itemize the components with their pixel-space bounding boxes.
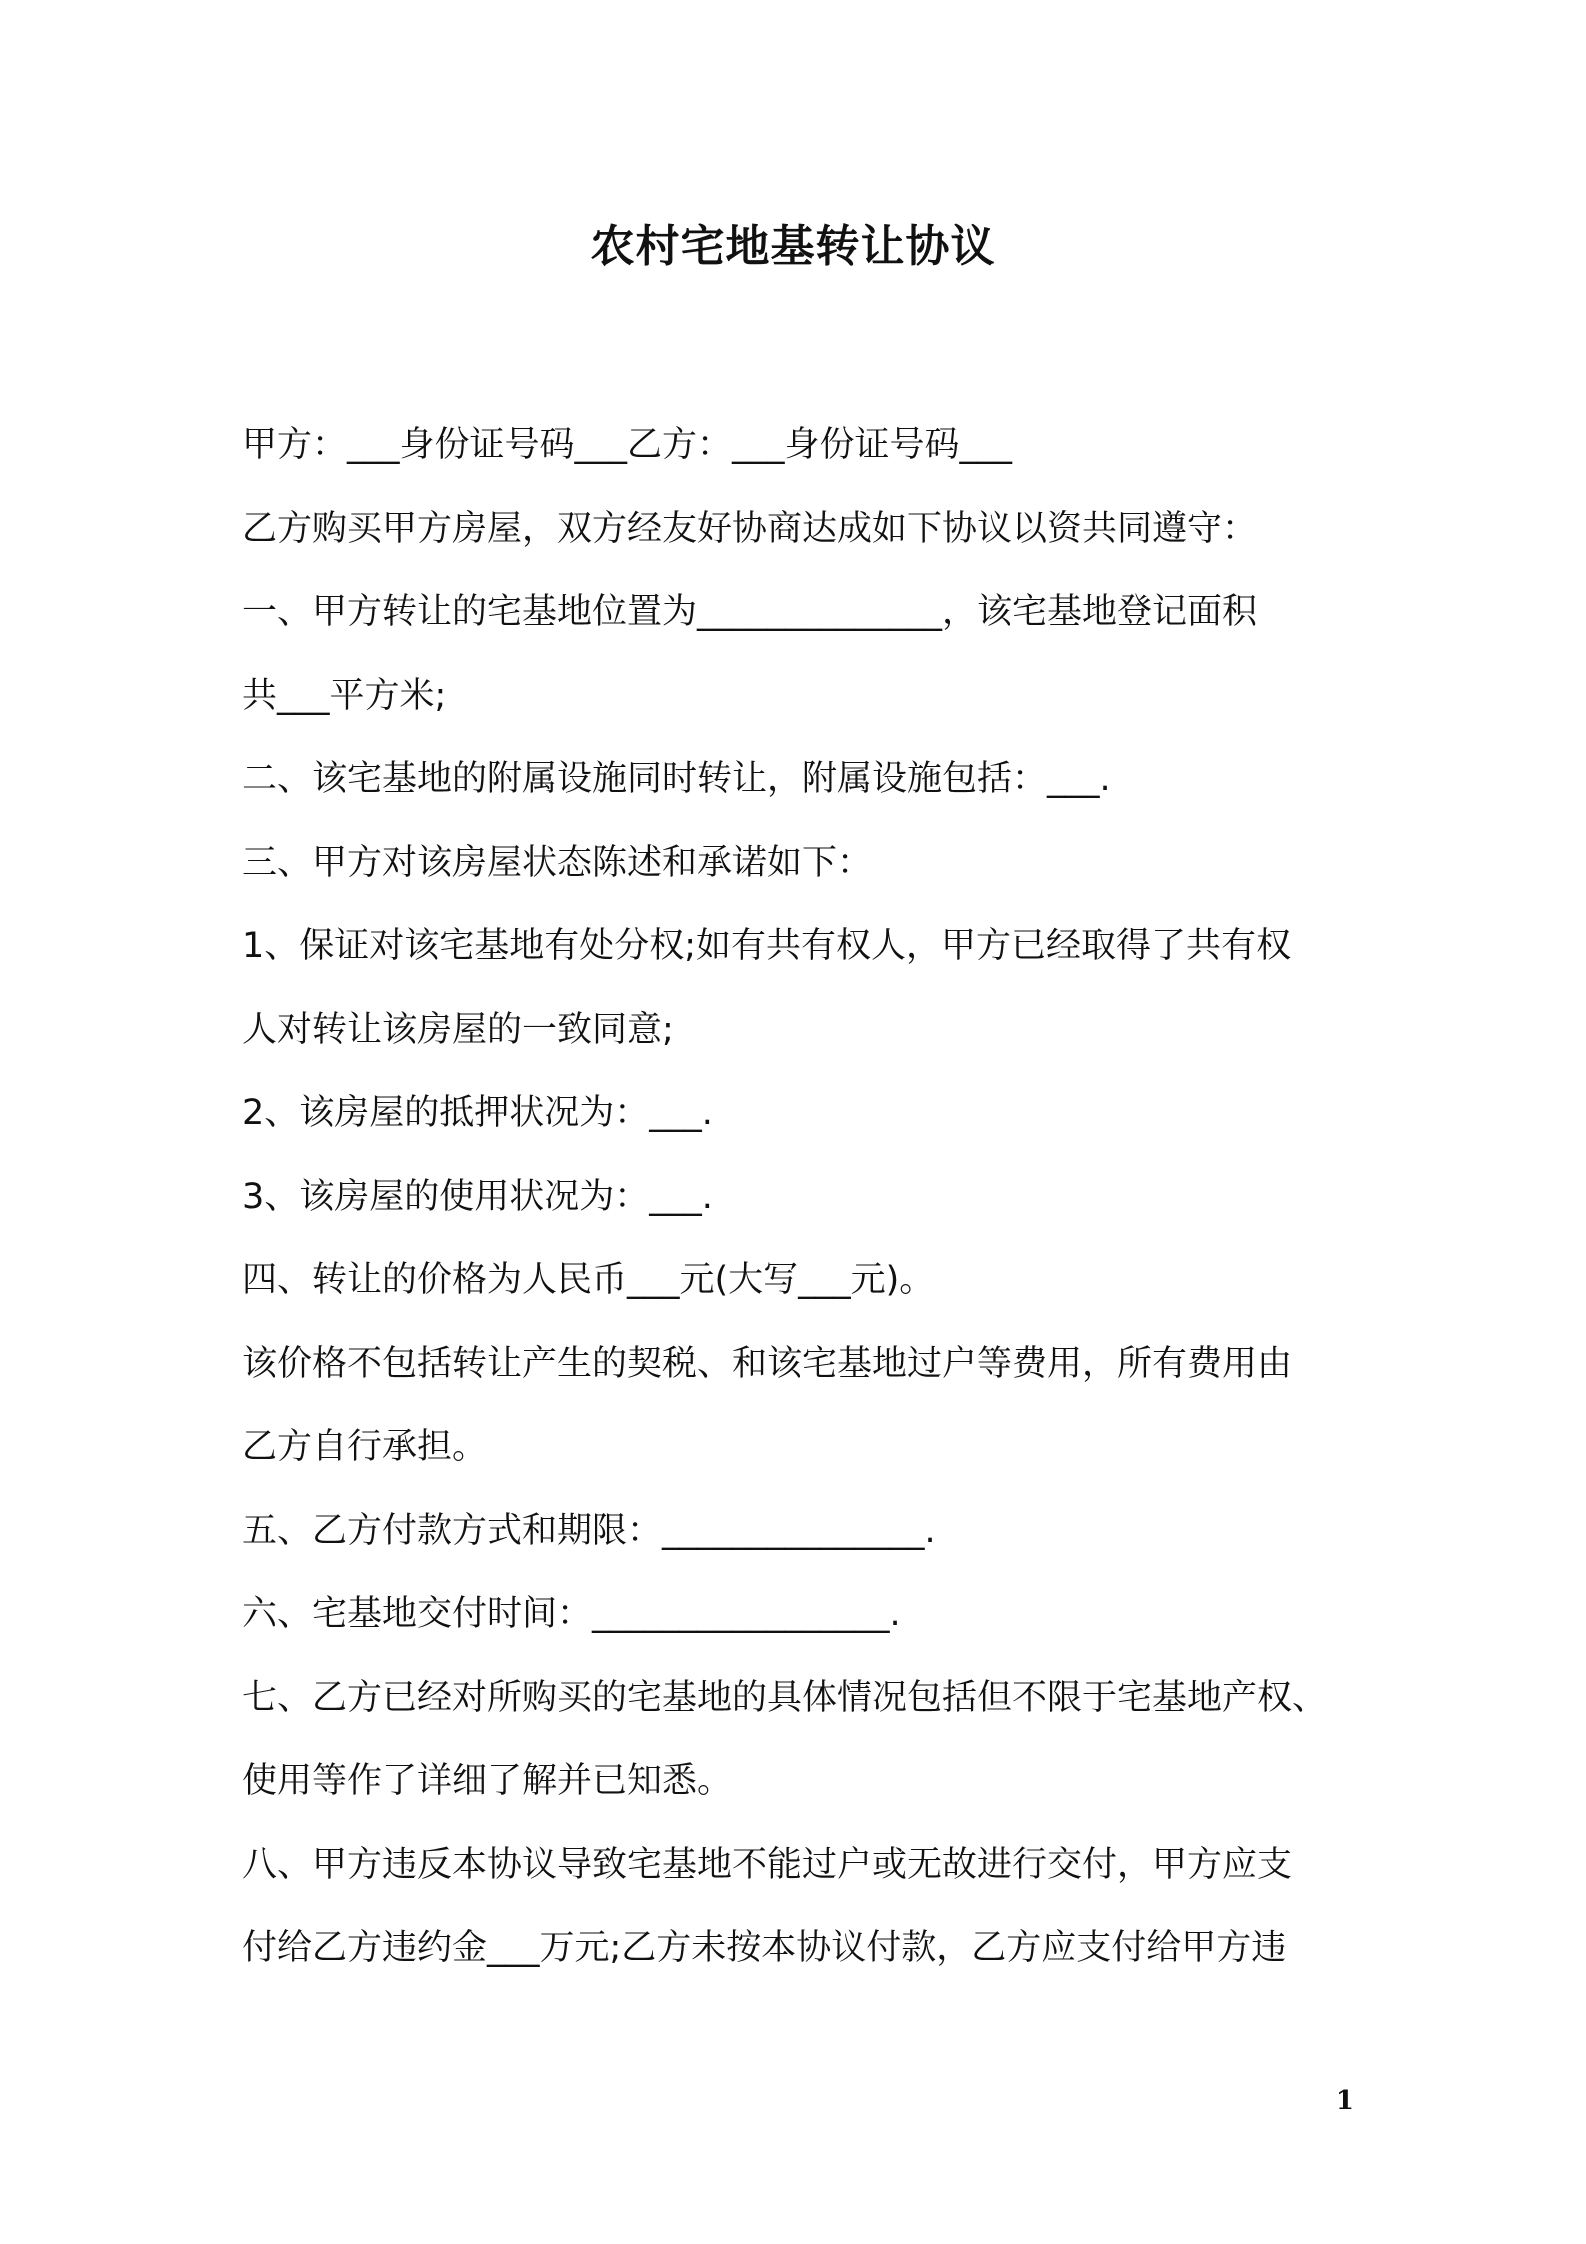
body-line-clause-6: 六、宅基地交付时间：_________________. <box>242 1594 901 1634</box>
body-line-item-1: 1、保证对该宅基地有处分权;如有共有权人，甲方已经取得了共有权 <box>242 926 1292 966</box>
body-line-clause-1: 一、甲方转让的宅基地位置为______________，该宅基地登记面积 <box>242 592 1258 632</box>
page-number: 1 <box>1335 2086 1354 2116</box>
body-line-clause-8-cont: 付给乙方违约金___万元;乙方未按本协议付款，乙方应支付给甲方违 <box>242 1928 1287 1968</box>
body-line-clause-3: 三、甲方对该房屋状态陈述和承诺如下： <box>242 842 873 883</box>
body-line-parties: 甲方：___身份证号码___乙方：___身份证号码___ <box>242 425 1013 465</box>
document-title: 农村宅地基转让协议 <box>590 221 996 272</box>
body-line-clause-2: 二、该宅基地的附属设施同时转让，附属设施包括：___. <box>242 759 1111 799</box>
body-line-clause-7: 七、乙方已经对所购买的宅基地的具体情况包括但不限于宅基地产权、 <box>242 1677 1328 1718</box>
body-line-preamble: 乙方购买甲方房屋，双方经友好协商达成如下协议以资共同遵守： <box>242 508 1258 549</box>
body-line-clause-1-cont: 共___平方米; <box>242 675 447 716</box>
body-line-clause-8: 八、甲方违反本协议导致宅基地不能过户或无故进行交付，甲方应支 <box>242 1844 1293 1885</box>
body-line-clause-7-cont: 使用等作了详细了解并已知悉。 <box>242 1761 733 1801</box>
document-body <box>242 404 1362 1991</box>
body-line-item-1-cont: 人对转让该房屋的一致同意; <box>242 1009 674 1050</box>
body-line-clause-5: 五、乙方付款方式和期限：_______________. <box>242 1510 936 1551</box>
body-line-clause-4-note-cont: 乙方自行承担。 <box>242 1427 488 1467</box>
body-line-item-3: 3、该房屋的使用状况为：___. <box>242 1176 713 1217</box>
body-line-clause-4: 四、转让的价格为人民币___元(大写___元)。 <box>242 1260 935 1300</box>
body-line-clause-4-note: 该价格不包括转让产生的契税、和该宅基地过户等费用，所有费用由 <box>242 1343 1293 1384</box>
body-line-item-2: 2、该房屋的抵押状况为：___. <box>242 1093 713 1133</box>
